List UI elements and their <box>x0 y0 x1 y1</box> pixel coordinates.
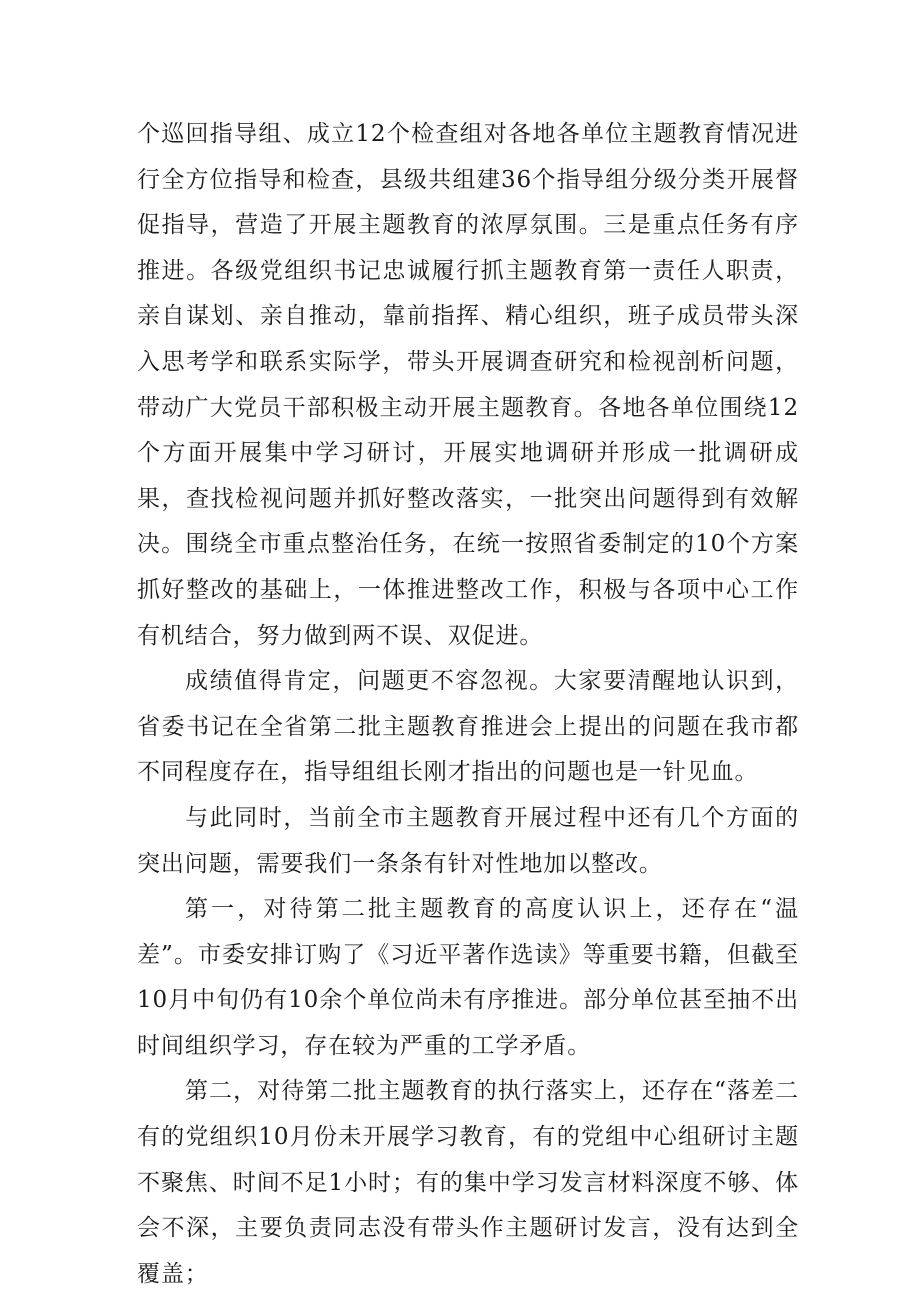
paragraph-achievements-problems: 成绩值得肯定，问题更不容忽视。大家要清醒地认识到，省委书记在全省第二批主题教育推进会上提出的问题在我市都不同程度存在，指导组组长刚才指出的问题也是一针见血。 <box>137 668 799 786</box>
document-body <box>137 112 799 1297</box>
paragraph-work-progress: 个巡回指导组、成立12个检查组对各地各单位主题教育情况进行全方位指导和检查，县级共组建36个指导组分级分类开展督促指导，营造了开展主题教育的浓厚氛围。三是重点任务有序推进。各级党组织书记忠诚履行抓主题教育第一责任人职责，亲自谋划、亲自推动，靠前指挥、精心组织，班子成员带头深入思考学和联系实际学，带头开展调查研究和检视剖析问题，带动广大党员干部积极主动开展主题教育。各地各单位围绕12个方面开展集中学习研讨，开展实地调研并形成一批调研成果，查找检视问题并抓好整改落实，一批突出问题得到有效解决。围绕全市重点整治任务，在统一按照省委制定的10个方案抓好整改的基础上，一体推进整改工作，积极与各项中心工作有机结合，努力做到两不误、双促进。 <box>137 121 799 649</box>
paragraph-second-issue: 第二，对待第二批主题教育的执行落实上，还存在“落差二有的党组织10月份未开展学习教育，有的党组中心组研讨主题不聚焦、时间不足1小时；有的集中学习发言材料深度不够、体会不深，主要负责同志没有带头作主题研讨发言，没有达到全覆盖； <box>137 1078 799 1287</box>
paragraph-prominent-issues: 与此同时，当前全市主题教育开展过程中还有几个方面的突出问题，需要我们一条条有针对性地加以整改。 <box>137 804 799 877</box>
paragraph-first-issue: 第一，对待第二批主题教育的高度认识上，还存在“温差”。市委安排订购了《习近平著作选读》等重要书籍，但截至10月中旬仍有10余个单位尚未有序推进。部分单位甚至抽不出时间组织学习，存在较为严重的工学矛盾。 <box>137 896 799 1059</box>
